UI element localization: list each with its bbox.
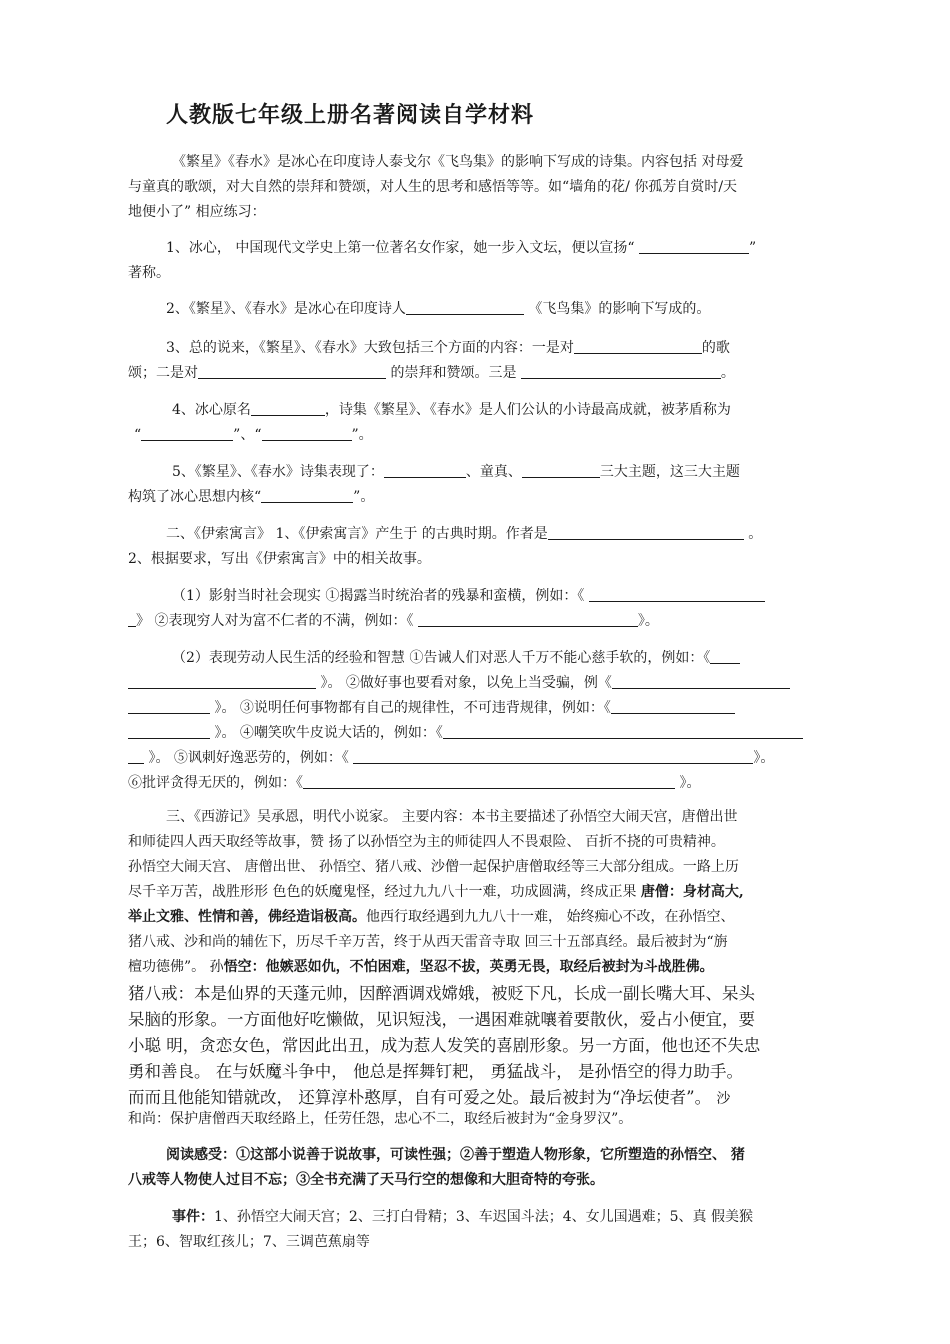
answer-blank — [639, 239, 749, 254]
reading-text: 阅读感受：①这部小说善于说故事，可读性强；②善于塑造人物形象，它所塑造的孙悟空、 猪 — [166, 1147, 745, 1163]
answer-blank — [612, 674, 790, 689]
section-text: 》。 — [637, 613, 659, 629]
section-text: ⑥批评贪得无厌的，例如：《 — [128, 775, 303, 791]
answer-blank — [521, 364, 721, 379]
section-shaheshang — [128, 1107, 874, 1132]
answer-blank — [128, 612, 136, 627]
question-4 — [128, 398, 874, 448]
section-aesop — [128, 522, 874, 572]
question-5 — [128, 460, 874, 510]
section-text: 》。 ⑤讽刺好逸恶劳的，例如：《 — [144, 750, 354, 766]
intro-paragraph — [128, 150, 874, 225]
reading-text: 八戒等人物使人过目不忘；③全书充满了天马行空的想像和大胆奇特的夸张。 — [128, 1172, 604, 1188]
question-text: 。 — [720, 365, 735, 381]
question-text: 2、《繁星》、《春水》是冰心在印度诗人 — [166, 301, 406, 317]
page-title: 人教版七年级上册名著阅读自学材料 — [166, 103, 535, 128]
section-text: （2）表现劳动人民生活的经验和智慧 ①告诫人们对恶人千万不能心慈手软的，例如：《 — [172, 650, 711, 666]
section-zhubajie — [128, 981, 874, 1111]
section-text: 他西行取经遇到九九八十一难， 始终痴心不改，在孙悟空、 — [366, 909, 735, 925]
section-text: 》。 ③说明任何事物都有自己的规律性，不可违背规律，例如：《 — [210, 700, 611, 716]
question-text: ”。 — [353, 489, 375, 505]
answer-blank — [262, 426, 352, 441]
question-text: 1、冰心， 中国现代文学史上第一位著名女作家，她一步入文坛，便以宣扬“ — [166, 240, 639, 256]
answer-blank — [128, 674, 316, 689]
question-text: “ — [134, 427, 142, 443]
question-text: 三大主题，这三大主题 — [599, 464, 740, 480]
section-text: 檀功德佛”。 孙 — [128, 959, 224, 975]
answer-blank — [589, 587, 765, 602]
answer-blank — [128, 724, 210, 739]
section-text: 而而且他能知错就改， 还算淳朴憨厚，自有可爱之处。最后被封为“净坛使者”。 — [128, 1088, 717, 1107]
answer-blank — [353, 749, 753, 764]
section-text: 小聪 明，贪恋女色，常因此出丑，成为惹人发笑的喜剧形象。另一方面，他也还不失忠 — [128, 1036, 761, 1055]
intro-line: 《繁星》《春水》是冰心在印度诗人泰戈尔《飞鸟集》的影响下写成的诗集。内容包括 对母爱 — [172, 154, 744, 170]
question-1 — [128, 236, 874, 286]
answer-blank — [384, 463, 466, 478]
section-text: （1）影射当时社会现实 ①揭露当时统治者的残暴和蛮横，例如：《 — [172, 588, 589, 604]
answer-blank — [418, 612, 638, 627]
events-text: 王；6、智取红孩儿；7、三调芭蕉扇等 — [128, 1234, 370, 1250]
question-text: 3、总的说来，《繁星》、《春水》大致包括三个方面的内容：一是对 — [166, 340, 574, 356]
aesop-part-1 — [128, 584, 874, 634]
question-text: 构筑了冰心思想内核“ — [128, 489, 262, 505]
events-list — [128, 1205, 874, 1255]
answer-blank — [261, 488, 353, 503]
question-text: ，诗集《繁星》、《春水》是人们公认的小诗最高成就，被茅盾称为 — [324, 402, 731, 418]
intro-line: 与童真的歌颂，对大自然的崇拜和赞颂，对人生的思考和感悟等等。如“墙角的花/ 你孤芳自赏时/天 — [128, 179, 738, 195]
section-text-bold: 悟空：他嫉恶如仇，不怕困难，坚忍不拔，英勇无畏，取经后被封为斗战胜佛。 — [223, 959, 714, 975]
question-2 — [128, 297, 874, 322]
answer-blank — [141, 426, 233, 441]
section-journey-west — [128, 805, 874, 980]
answer-blank — [611, 699, 735, 714]
section-text: 》。 ④嘲笑吹牛皮说大话的，例如：《 — [210, 725, 443, 741]
question-text: ”。 — [351, 427, 373, 443]
question-text: 的歌 — [701, 340, 730, 356]
aesop-part-2 — [128, 646, 874, 796]
question-text: ”、“ — [233, 427, 262, 443]
question-text: 颂；二是对 — [128, 365, 198, 381]
events-label: 事件： — [172, 1209, 214, 1225]
answer-blank — [443, 724, 803, 739]
answer-blank — [303, 774, 675, 789]
answer-blank — [522, 463, 600, 478]
section-text: 二、《伊索寓言》 1、《伊索寓言》产生于 的古典时期。作者是 — [166, 526, 548, 542]
section-text: 勇和善良。 在与妖魔斗争中， 他总是挥舞钉耙， 勇猛战斗， 是孙悟空的得力助手。 — [128, 1062, 743, 1081]
section-text: 》。 ②做好事也要看对象，以免上当受骗，例《 — [316, 675, 612, 691]
question-text: 、童真、 — [465, 464, 522, 480]
answer-blank — [710, 649, 740, 664]
answer-blank — [574, 339, 702, 354]
question-text: 的崇拜和赞颂。三是 — [386, 365, 521, 381]
answer-blank — [128, 749, 144, 764]
section-text: 》。 — [675, 775, 701, 791]
question-text: 5、《繁星》、《春水》诗集表现了： — [172, 464, 384, 480]
answer-blank — [548, 525, 744, 540]
section-text: 》。 — [753, 750, 775, 766]
reading-impressions — [128, 1143, 874, 1193]
answer-blank — [198, 364, 386, 379]
question-text: 著称。 — [128, 265, 170, 281]
events-text: 1、孙悟空大闹天宫；2、三打白骨精；3、车迟国斗法；4、女儿国遇难；5、真 假美猴 — [214, 1209, 753, 1225]
section-text: 呆脑的形象。一方面他好吃懒做，见识短浅，一遇困难就嚷着要散伙，爱占小便宜，要 — [128, 1010, 755, 1029]
section-text: 沙 — [716, 1091, 731, 1107]
question-text: 《飞鸟集》的影响下写成的。 — [523, 301, 711, 317]
question-text: 4、冰心原名 — [172, 402, 251, 418]
answer-blank — [251, 401, 325, 416]
section-text-bold: 唐僧：身材高大, — [640, 884, 744, 900]
section-text: 和尚：保护唐僧西天取经路上，任劳任怨，忠心不二，取经后被封为“金身罗汉”。 — [128, 1111, 633, 1127]
section-text: 猪八戒、沙和尚的辅佐下，历尽千辛万苦，终于从西天雷音寺取 回三十五部真经。最后被封为“旃 — [128, 934, 728, 950]
section-text: 三、《西游记》吴承恩，明代小说家。 主要内容：本书主要描述了孙悟空大闹天宫，唐僧出世 — [166, 809, 738, 825]
intro-line: 地便小了” 相应练习： — [128, 204, 266, 220]
section-text: 孙悟空大闹天宫、 唐僧出世、 孙悟空、猪八戒、沙僧一起保护唐僧取经等三大部分组成。一路上历 — [128, 859, 739, 875]
section-text: 猪八戒：本是仙界的天蓬元帅，因醉酒调戏嫦娥，被贬下凡，长成一副长嘴大耳、呆头 — [128, 984, 755, 1003]
section-text-bold: 举止文雅、性情和善，佛经造诣极高。 — [128, 909, 366, 925]
question-3 — [128, 336, 874, 386]
answer-blank — [406, 300, 524, 315]
section-text: 2、根据要求，写出《伊索寓言》中的相关故事。 — [128, 551, 431, 567]
section-text: 和师徒四人西天取经等故事，赞 扬了以孙悟空为主的师徒四人不畏艰险、 百折不挠的可贵精神。 — [128, 834, 725, 850]
section-text: 尽千辛万苦，战胜形形 色色的妖魔鬼怪，经过九九八十一难，功成圆满，终成正果 — [128, 884, 641, 900]
section-text: 》 ②表现穷人对为富不仁者的不满，例如：《 — [136, 613, 418, 629]
section-text: 。 — [743, 526, 763, 542]
question-text: ” — [748, 240, 757, 256]
answer-blank — [128, 699, 210, 714]
